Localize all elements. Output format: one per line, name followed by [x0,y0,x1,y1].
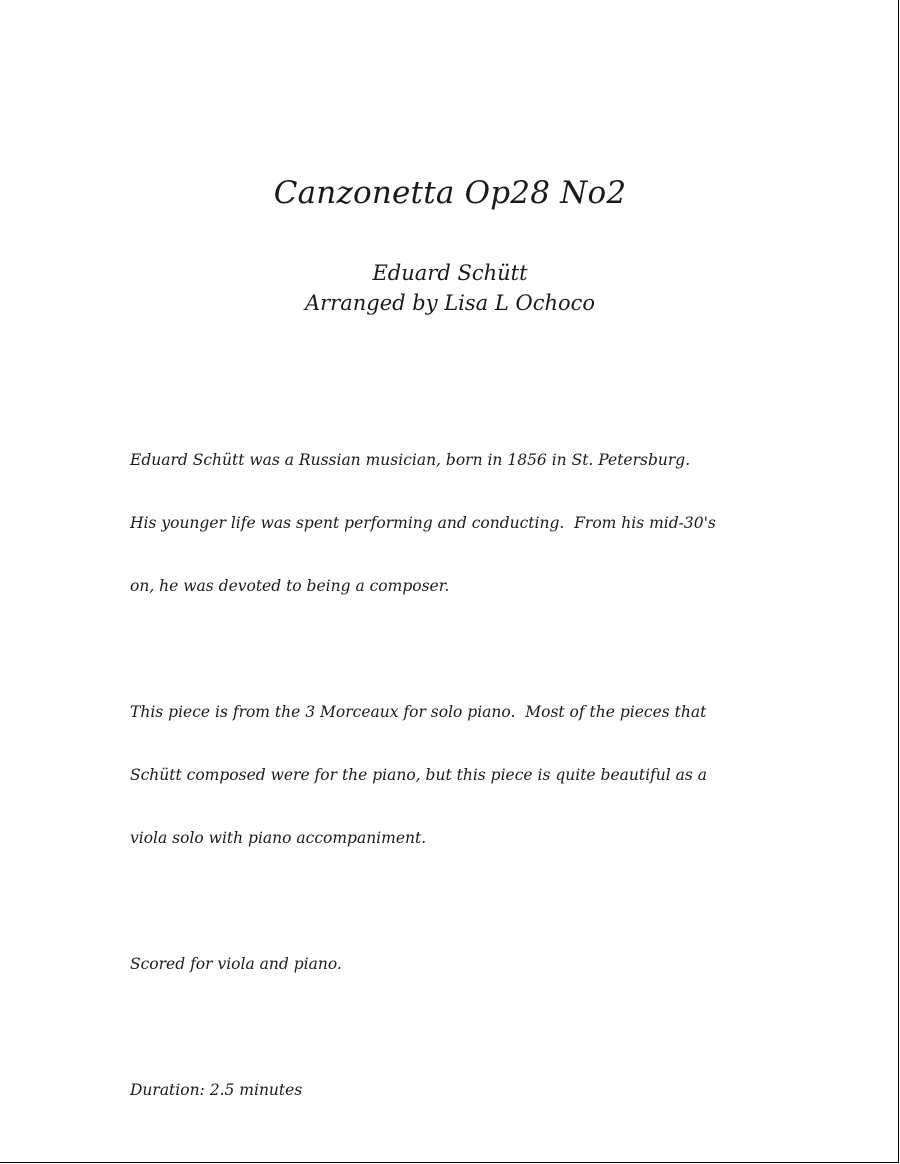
text-line: on, he was devoted to being a composer. [130,577,450,595]
text-line: Eduard Schütt was a Russian musician, born in 1856 in St. Petersburg. [130,451,691,469]
document-title: Canzonetta Op28 No2 [273,175,627,211]
arranger-credit: Arranged by Lisa L Ochoco [304,291,596,315]
text-line: viola solo with piano accompaniment. [130,829,427,847]
program-notes [130,408,790,1164]
paragraph-duration [130,1038,790,1143]
text-line: Duration: 2.5 minutes [130,1081,303,1099]
text-line: His younger life was spent performing and conducting. From his mid-30's [130,514,716,532]
text-line: This piece is from the 3 Morceaux for solo piano. Most of the pieces that [130,703,707,721]
paragraph-biography [130,408,790,639]
text-line: Scored for viola and piano. [130,955,342,973]
paragraph-piece-origin [130,660,790,891]
composer-name: Eduard Schütt [372,261,528,285]
credits [0,258,900,318]
text-line: Schütt composed were for the piano, but this piece is quite beautiful as a [130,766,707,784]
paragraph-scoring [130,912,790,1017]
